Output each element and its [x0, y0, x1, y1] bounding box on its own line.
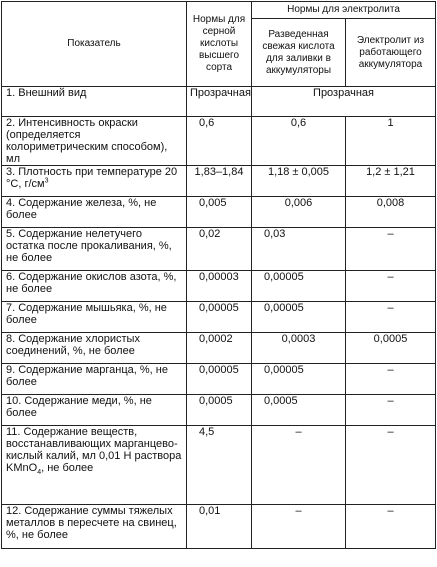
- working-electrolyte-value: –: [346, 426, 436, 505]
- fresh-acid-value: 0,0003: [252, 333, 346, 364]
- acid-value: 0,00003: [187, 271, 252, 302]
- table-row: [2, 505, 436, 549]
- row-name-text: 3. Плотность при температуре 20 °C, г/см: [6, 166, 178, 190]
- row-name-superscript: 3: [44, 177, 49, 185]
- acid-value: 0,6: [187, 117, 252, 166]
- row-name: 5. Содержание нелетучего остатка после прокаливания, %, не более: [2, 228, 187, 271]
- acid-value: 0,00005: [187, 364, 252, 395]
- header-working-electrolyte: Электролит из работающего аккумулятора: [346, 19, 436, 87]
- working-electrolyte-value: –: [346, 302, 436, 333]
- fresh-acid-value: 0,0005: [252, 395, 346, 426]
- working-electrolyte-value: –: [346, 395, 436, 426]
- table-row: [2, 302, 436, 333]
- table-row: [2, 228, 436, 271]
- table-row: [2, 197, 436, 228]
- row-name: 6. Содержание окислов азота, %, не более: [2, 271, 187, 302]
- fresh-acid-value: 0,00005: [252, 302, 346, 333]
- header-acid-norms: Нормы для серной кислоты высшего сорта: [187, 2, 252, 87]
- row-name: 12. Содержание суммы тяжелых металлов в пересчете на свинец, %, не более: [2, 505, 187, 549]
- acid-value: 0,0002: [187, 333, 252, 364]
- row-name: 4. Содержание железа, %, не более: [2, 197, 187, 228]
- table-row: [2, 271, 436, 302]
- table-row: [2, 364, 436, 395]
- acid-value: 0,01: [187, 505, 252, 549]
- row-name: [2, 166, 187, 197]
- working-electrolyte-value: –: [346, 228, 436, 271]
- acid-value: 0,0005: [187, 395, 252, 426]
- header-electrolyte-norms: Нормы для электролита: [252, 2, 436, 19]
- acid-value: 0,02: [187, 228, 252, 271]
- working-electrolyte-value: 0,0005: [346, 333, 436, 364]
- fresh-acid-value: –: [252, 505, 346, 549]
- row-name: 1. Внешний вид: [2, 87, 187, 117]
- table-row: [2, 395, 436, 426]
- row-name: 8. Содержание хлористых соединений, %, не более: [2, 333, 187, 364]
- row-name-text: 11. Содержание веществ, восстанавливающих марганцево-кислый калий, мл 0,01 Н раствора KMnO: [6, 426, 182, 474]
- table-row: [2, 166, 436, 197]
- norms-table: [1, 1, 436, 549]
- electrolyte-merged-value: Прозрачная: [252, 87, 436, 117]
- fresh-acid-value: 0,00005: [252, 271, 346, 302]
- working-electrolyte-value: –: [346, 271, 436, 302]
- row-name: [2, 426, 187, 505]
- working-electrolyte-value: –: [346, 364, 436, 395]
- acid-value: 0,005: [187, 197, 252, 228]
- row-name: 2. Интенсивность окраски (определяется колориметрическим способом), мл: [2, 117, 187, 166]
- acid-value: 1,83–1,84: [187, 166, 252, 197]
- fresh-acid-value: 0,6: [252, 117, 346, 166]
- row-name-subscript: 4: [37, 469, 42, 477]
- fresh-acid-value: 0,00005: [252, 364, 346, 395]
- fresh-acid-value: 1,18 ± 0,005: [252, 166, 346, 197]
- working-electrolyte-value: 1,2 ± 1,21: [346, 166, 436, 197]
- working-electrolyte-value: –: [346, 505, 436, 549]
- table-row: [2, 87, 436, 117]
- row-name: 10. Содержание меди, %, не более: [2, 395, 187, 426]
- acid-value: Прозрачная: [187, 87, 252, 117]
- row-name: 9. Содержание марганца, %, не более: [2, 364, 187, 395]
- table-row: [2, 426, 436, 505]
- row-name-tail: , не более: [41, 462, 94, 474]
- fresh-acid-value: 0,006: [252, 197, 346, 228]
- table-row: [2, 333, 436, 364]
- row-name: 7. Содержание мышьяка, %, не более: [2, 302, 187, 333]
- header-fresh-acid: Разведенная свежая кислота для заливки в аккумуляторы: [252, 19, 346, 87]
- working-electrolyte-value: 1: [346, 117, 436, 166]
- fresh-acid-value: –: [252, 426, 346, 505]
- working-electrolyte-value: 0,008: [346, 197, 436, 228]
- acid-value: 4,5: [187, 426, 252, 505]
- header-indicator: Показатель: [2, 2, 187, 87]
- acid-value: 0,00005: [187, 302, 252, 333]
- table-row: [2, 117, 436, 166]
- fresh-acid-value: 0,03: [252, 228, 346, 271]
